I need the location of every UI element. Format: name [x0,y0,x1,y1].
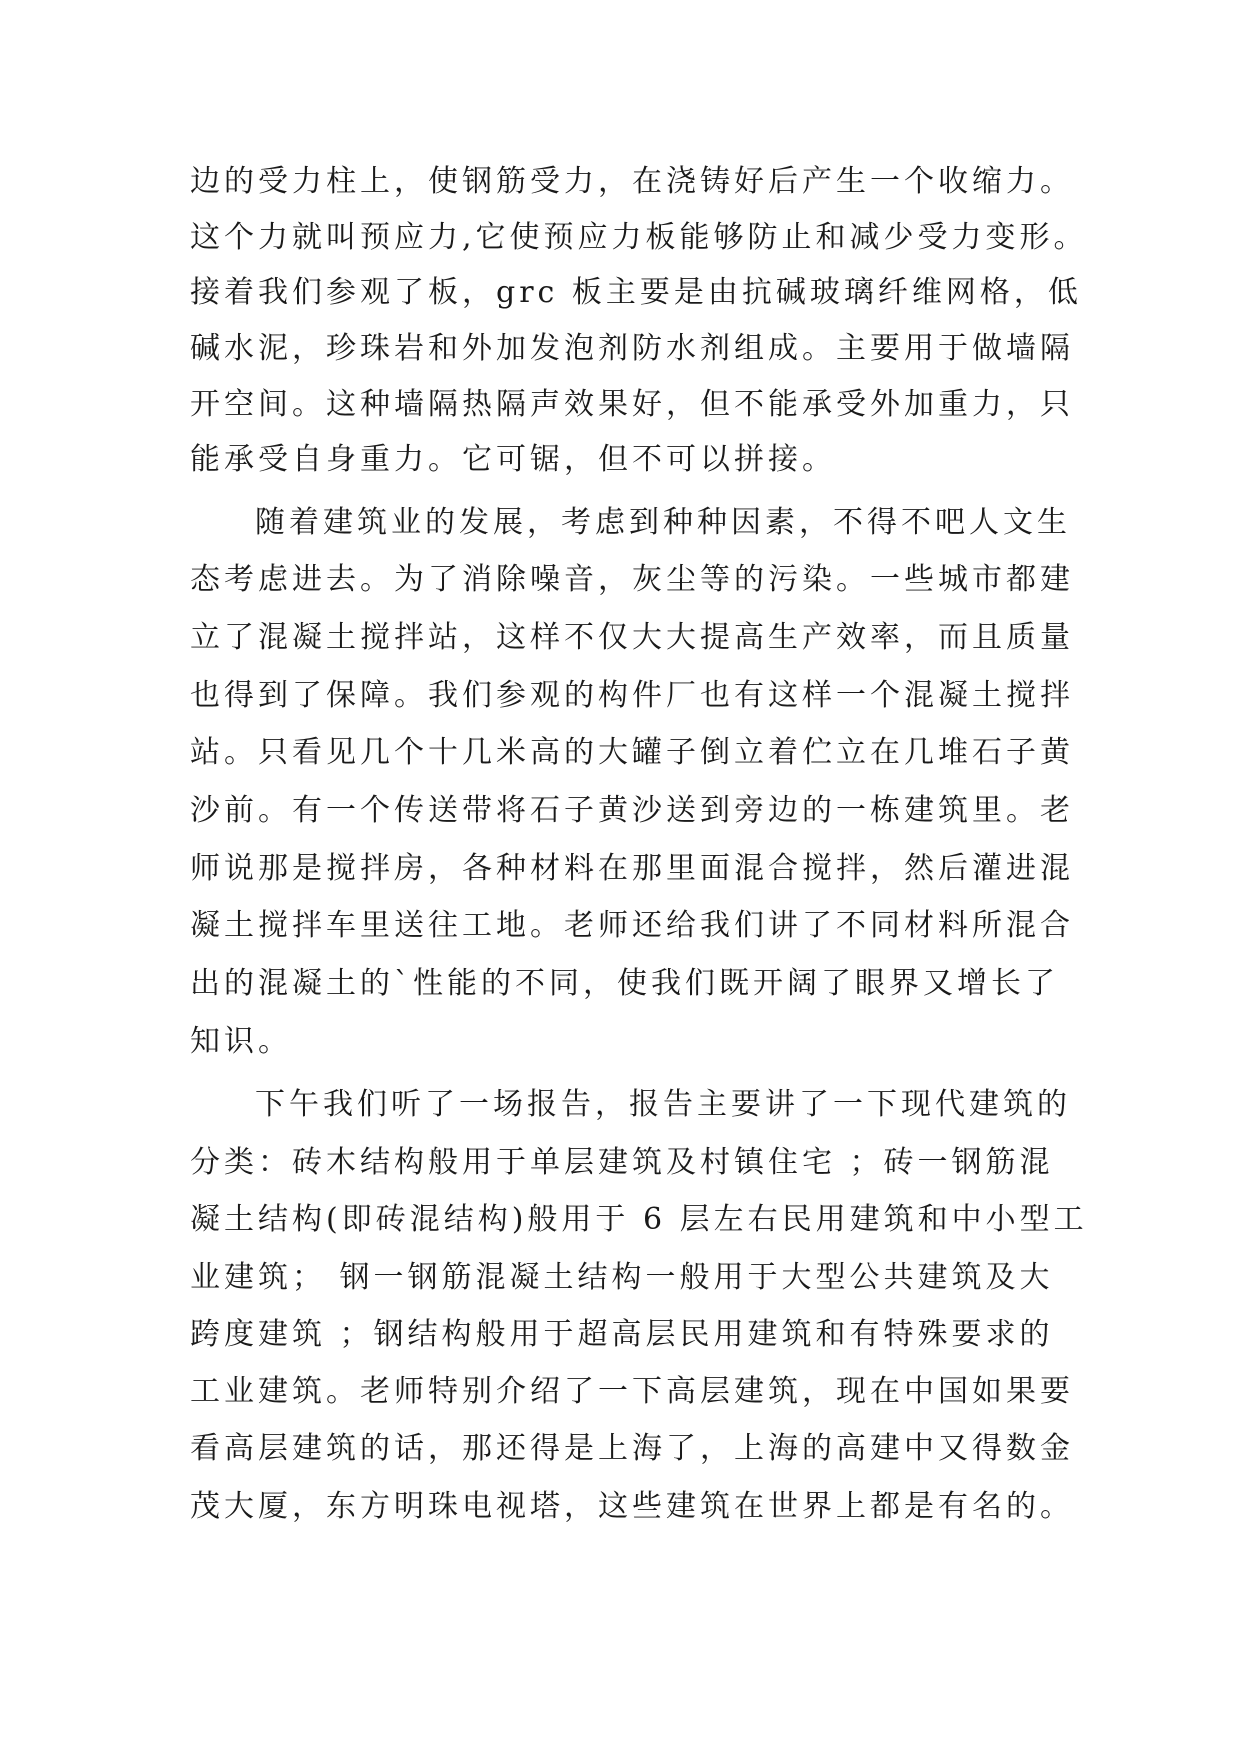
paragraph-3-line-3: 凝土结构(即砖混结构)般用于 6 层左右民用建筑和中小型工 [190,1202,1088,1237]
paragraph-1-line-3: 接着我们参观了板，grc 板主要是由抗碱玻璃纤维网格，低 [190,275,1082,310]
paragraph-2-line-10: 知识。 [190,1024,292,1059]
paragraph-2-line-5: 站。只看见几个十几米高的大罐子倒立着伫立在几堆石子黄 [190,735,1074,770]
paragraph-2-line-8: 凝土搅拌车里送往工地。老师还给我们讲了不同材料所混合 [190,908,1074,943]
paragraph-3-line-7: 看高层建筑的话，那还得是上海了，上海的高建中又得数金 [190,1431,1074,1466]
paragraph-1-line-5: 开空间。这种墙隔热隔声效果好，但不能承受外加重力，只 [190,387,1074,422]
paragraph-3-line-6: 工业建筑。老师特别介绍了一下高层建筑，现在中国如果要 [190,1374,1074,1409]
paragraph-3-line-2: 分类：砖木结构般用于单层建筑及村镇住宅 ；砖一钢筋混 [190,1145,1054,1180]
paragraph-2-line-2: 态考虑进去。为了消除噪音，灰尘等的污染。一些城市都建 [190,562,1074,597]
paragraph-3-line-8: 茂大厦，东方明珠电视塔，这些建筑在世界上都是有名的。 [190,1489,1074,1524]
paragraph-1-line-4: 碱水泥，珍珠岩和外加发泡剂防水剂组成。主要用于做墙隔 [190,331,1074,366]
paragraph-3-line-4: 业建筑； 钢一钢筋混凝土结构一般用于大型公共建筑及大 [190,1260,1054,1295]
paragraph-2-line-4: 也得到了保障。我们参观的构件厂也有这样一个混凝土搅拌 [190,678,1074,713]
paragraph-1-line-2: 这个力就叫预应力,它使预应力板能够防止和减少受力变形。 [190,220,1088,255]
paragraph-2-line-1: 随着建筑业的发展，考虑到种种因素，不得不吧人文生 [255,505,1071,540]
paragraph-2-line-7: 师说那是搅拌房，各种材料在那里面混合搅拌，然后灌进混 [190,851,1074,886]
paragraph-1-line-1: 边的受力柱上，使钢筋受力，在浇铸好后产生一个收缩力。 [190,164,1074,199]
paragraph-2-line-6: 沙前。有一个传送带将石子黄沙送到旁边的一栋建筑里。老 [190,793,1074,828]
paragraph-2-line-3: 立了混凝土搅拌站，这样不仅大大提高生产效率，而且质量 [190,620,1074,655]
paragraph-1-line-6: 能承受自身重力。它可锯，但不可以拼接。 [190,442,836,477]
paragraph-3-line-1: 下午我们听了一场报告，报告主要讲了一下现代建筑的 [255,1087,1071,1122]
paragraph-2-line-9: 出的混凝土的`性能的不同，使我们既开阔了眼界又增长了 [190,966,1059,1001]
paragraph-3-line-5: 跨度建筑 ；钢结构般用于超高层民用建筑和有特殊要求的 [190,1317,1054,1352]
